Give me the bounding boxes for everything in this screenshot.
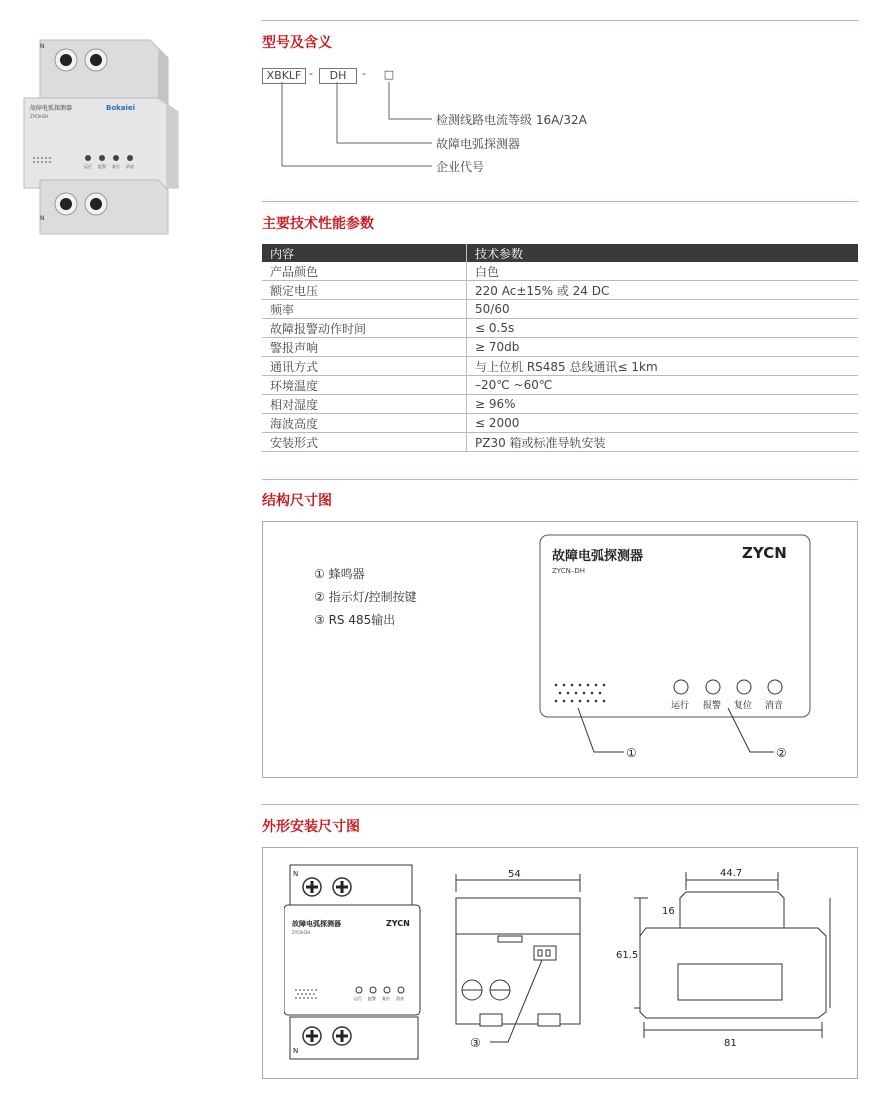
- spec-value: ≥ 96%: [467, 395, 859, 414]
- table-row: [262, 262, 858, 281]
- structure-drawing: [530, 530, 830, 770]
- spec-table: [262, 244, 858, 452]
- table-row: [262, 395, 858, 414]
- svg-text:复位: 复位: [382, 996, 390, 1001]
- spec-value: 与上位机 RS485 总线通讯≤ 1km: [467, 357, 859, 376]
- code-desc-3: 企业代号: [436, 160, 485, 174]
- spec-table-header: [262, 244, 858, 262]
- spec-value: –20℃ ~60℃: [467, 376, 859, 395]
- svg-text:报警: 报警: [368, 996, 376, 1001]
- table-row: [262, 414, 858, 433]
- code-part-2: DH: [319, 68, 357, 84]
- section-divider: [262, 804, 858, 805]
- legend-buzzer: ① 蜂鸣器: [314, 567, 365, 581]
- legend-rs485: ③ RS 485输出: [314, 613, 396, 627]
- spec-item: 产品颜色: [262, 262, 467, 281]
- table-row: [262, 338, 858, 357]
- svg-text:N: N: [293, 870, 299, 878]
- svg-text:报警: 报警: [98, 164, 106, 169]
- table-row: [262, 319, 858, 338]
- spec-header-item: 内容: [262, 244, 467, 262]
- table-row: [262, 376, 858, 395]
- svg-text:运行: 运行: [354, 996, 362, 1001]
- spec-item: 警报声响: [262, 338, 467, 357]
- code-desc-2: 故障电弧探测器: [436, 137, 521, 151]
- structure-brand: ZYCN: [742, 544, 787, 562]
- mounting-front-view: [284, 860, 434, 1065]
- svg-text:故障电弧探测器: 故障电弧探测器: [292, 920, 341, 928]
- code-part-1: XBKLF: [262, 68, 306, 84]
- code-desc-1: 检测线路电流等级 16A/32A: [436, 113, 587, 127]
- svg-text:ZYCN: ZYCN: [386, 919, 410, 928]
- photo-n-top: N: [40, 43, 45, 50]
- spec-value: ≤ 0.5s: [467, 319, 859, 338]
- spec-item: 相对湿度: [262, 395, 467, 414]
- svg-text:报警: 报警: [703, 701, 722, 711]
- spec-header-value: 技术参数: [467, 244, 859, 262]
- svg-text:ZYCN-DH: ZYCN-DH: [292, 930, 311, 935]
- table-row: [262, 300, 858, 319]
- callout-2: ②: [776, 746, 787, 760]
- dim-height: 61.5: [616, 950, 639, 961]
- spec-item: 海波高度: [262, 414, 467, 433]
- photo-sub: ZYCN-DH: [30, 114, 49, 119]
- spec-item: 环境温度: [262, 376, 467, 395]
- spec-value: ≥ 70db: [467, 338, 859, 357]
- product-photo-drawing: [18, 28, 198, 238]
- dim-81: 81: [724, 1038, 737, 1049]
- svg-text:复位: 复位: [734, 701, 753, 711]
- structure-model: ZYCN–DH: [552, 567, 585, 575]
- spec-item: 安装形式: [262, 433, 467, 452]
- section-divider: [262, 479, 858, 480]
- spec-item: 额定电压: [262, 281, 467, 300]
- photo-n-bottom: N: [40, 215, 45, 222]
- dim-16: 16: [662, 906, 675, 917]
- photo-label: 故障电弧探测器: [30, 105, 73, 112]
- svg-text:运行: 运行: [671, 701, 690, 711]
- section-divider: [262, 201, 858, 202]
- svg-text:消音: 消音: [126, 164, 134, 169]
- photo-brand: Bokaiei: [106, 104, 136, 112]
- svg-text:运行: 运行: [84, 164, 92, 169]
- callout-3: ③: [470, 1036, 481, 1050]
- spec-item: 通讯方式: [262, 357, 467, 376]
- spec-value: ≤ 2000: [467, 414, 859, 433]
- table-row: [262, 357, 858, 376]
- svg-text:消音: 消音: [765, 701, 784, 711]
- svg-text:消音: 消音: [396, 996, 404, 1001]
- code-sep-1: -: [309, 67, 313, 80]
- callout-1: ①: [626, 746, 637, 760]
- svg-text:N: N: [293, 1047, 299, 1055]
- dim-width: 54: [508, 869, 521, 880]
- table-row: [262, 281, 858, 300]
- mounting-side-view: [450, 862, 590, 1057]
- code-sep-2: -: [362, 67, 366, 80]
- section-divider: [262, 20, 858, 21]
- dim-top: 44.7: [720, 868, 743, 879]
- spec-value: PZ30 箱或标准导轨安装: [467, 433, 859, 452]
- product-photo: [18, 28, 198, 238]
- structure-title: 故障电弧探测器: [552, 549, 644, 564]
- mounting-profile-view: [612, 862, 847, 1062]
- legend-indicator: ② 指示灯/控制按键: [314, 590, 417, 604]
- code-part-3: □: [383, 68, 395, 81]
- svg-text:复位: 复位: [112, 164, 120, 169]
- section-title-model: 型号及含义: [262, 35, 332, 51]
- table-row: [262, 433, 858, 452]
- spec-value: 50/60: [467, 300, 859, 319]
- spec-value: 220 Ac±15% 或 24 DC: [467, 281, 859, 300]
- spec-value: 白色: [467, 262, 859, 281]
- spec-item: 故障报警动作时间: [262, 319, 467, 338]
- section-title-specs: 主要技术性能参数: [262, 216, 374, 232]
- section-title-structure: 结构尺寸图: [262, 493, 332, 509]
- spec-item: 频率: [262, 300, 467, 319]
- section-title-mounting: 外形安装尺寸图: [262, 819, 360, 835]
